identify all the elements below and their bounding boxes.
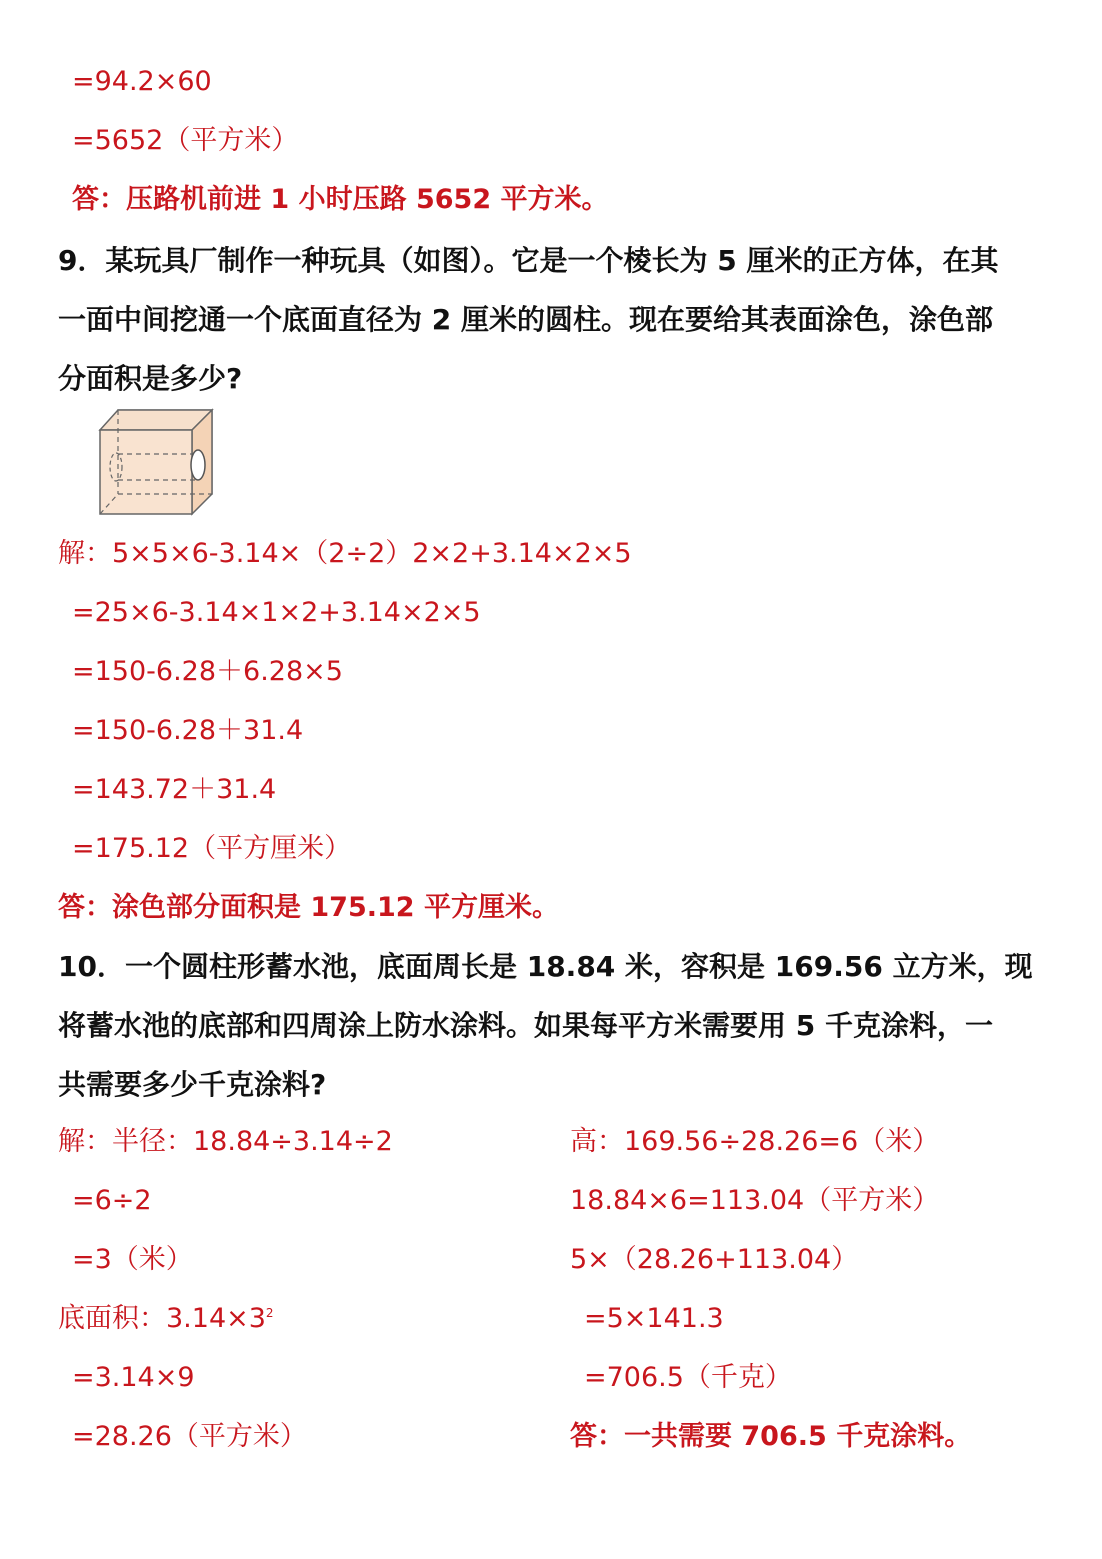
p10-question-line1: 10．一个圆柱形蓄水池，底面周长是 18.84 米，容积是 169.56 立方米，现 (58, 950, 1033, 983)
p10-total-step1: =5×141.3 (584, 1303, 724, 1334)
p9-solution-line: =25×6-3.14×1×2+3.14×2×5 (72, 597, 481, 628)
p9-question-line3: 分面积是多少? (58, 362, 243, 395)
p8-step2: =5652（平方米） (72, 125, 299, 156)
p10-question-line2: 将蓄水池的底部和四周涂上防水涂料。如果每平方米需要用 5 千克涂料，一 (58, 1009, 993, 1042)
p10-total-step2: =706.5（千克） (584, 1362, 792, 1393)
p10-total: 5×（28.26+113.04） (570, 1244, 859, 1275)
p10-lateral-area: 18.84×6=113.04（平方米） (570, 1185, 940, 1216)
p9-solution-line: =150-6.28＋31.4 (72, 715, 304, 746)
p9-question-line2: 一面中间挖通一个底面直径为 2 厘米的圆柱。现在要给其表面涂色，涂色部 (58, 303, 993, 336)
p10-base-area (58, 1299, 274, 1339)
p10-radius-step1: =6÷2 (72, 1185, 152, 1216)
p10-height: 高：169.56÷28.26=6（米） (570, 1126, 940, 1157)
p10-base-area-label: 底面积：3.14×3 (58, 1303, 266, 1334)
p9-solution-line: 解：5×5×6-3.14×（2÷2）2×2+3.14×2×5 (58, 538, 632, 569)
p10-radius-step2: =3（米） (72, 1244, 193, 1275)
p9-solution-line: =150-6.28＋6.28×5 (72, 656, 343, 687)
p8-answer: 答：压路机前进 1 小时压路 5652 平方米。 (72, 184, 609, 215)
p9-solution-line: =143.72＋31.4 (72, 774, 277, 805)
cube-with-hole-figure (96, 408, 216, 520)
p10-base-area-exponent: 2 (265, 1306, 274, 1320)
p8-step1: =94.2×60 (72, 66, 212, 97)
p9-solution-line: =175.12（平方厘米） (72, 833, 352, 864)
p10-radius: 解：半径：18.84÷3.14÷2 (58, 1126, 393, 1157)
p10-question-line3: 共需要多少千克涂料? (58, 1068, 327, 1101)
p9-question-line1: 9．某玩具厂制作一种玩具（如图）。它是一个棱长为 5 厘米的正方体，在其 (58, 244, 999, 277)
p10-answer: 答：一共需要 706.5 千克涂料。 (570, 1421, 972, 1452)
p9-answer: 答：涂色部分面积是 175.12 平方厘米。 (58, 892, 559, 923)
p10-base-step1: =3.14×9 (72, 1362, 195, 1393)
p10-base-step2: =28.26（平方米） (72, 1421, 307, 1452)
